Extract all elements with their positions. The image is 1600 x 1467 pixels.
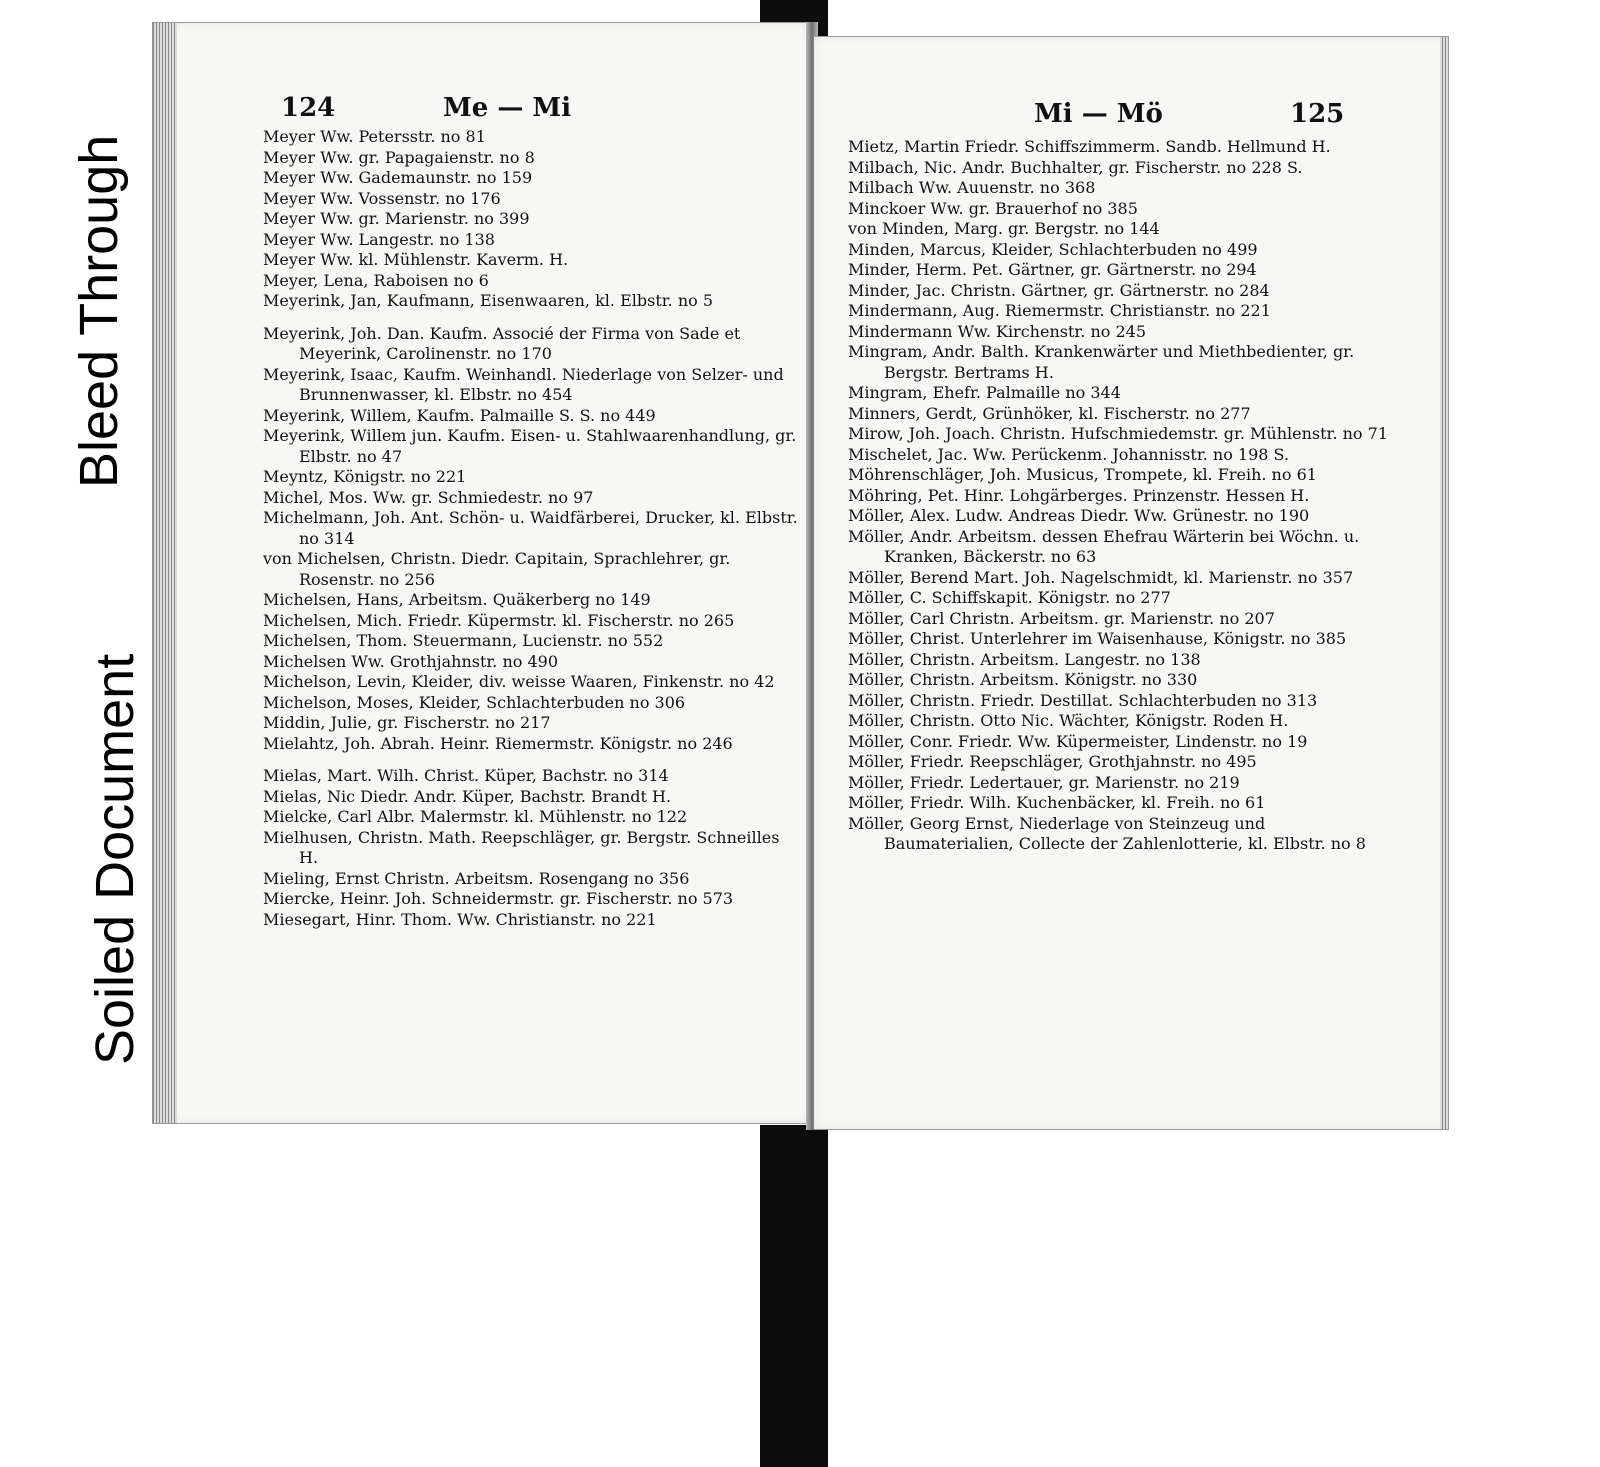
directory-entry: Möller, Conr. Friedr. Ww. Küpermeister, Lindenstr. no 19 xyxy=(848,731,1308,751)
directory-entry: Meyer Ww. Vossenstr. no 176 xyxy=(263,188,501,208)
directory-entry: von Minden, Marg. gr. Bergstr. no 144 xyxy=(848,219,1160,238)
directory-entry: Möller, Georg Ernst, Niederlage von Steinzeug und Baumaterialien, Collecte der Zahlenlotterie, kl. Elbstr. no 8 xyxy=(848,813,1366,853)
right-running-head: Mi — Mö xyxy=(1034,99,1163,129)
directory-entry: Mingram, Ehefr. Palmaille no 344 xyxy=(848,383,1121,402)
soiled-document-label: Soiled Document xyxy=(85,653,145,1065)
directory-entry: Meyerink, Willem jun. Kaufm. Eisen- u. Stahlwaarenhandlung, gr. Elbstr. no 47 xyxy=(263,426,797,466)
left-page xyxy=(152,22,809,1124)
directory-entry: Minckoer Ww. gr. Brauerhof no 385 xyxy=(848,198,1138,218)
directory-entry: Milbach, Nic. Andr. Buchhalter, gr. Fischerstr. no 228 S. xyxy=(848,157,1303,177)
directory-entry: Michelmann, Joh. Ant. Schön- u. Waidfärberei, Drucker, kl. Elbstr. no 314 xyxy=(263,508,798,548)
directory-entry: Meyer Ww. Langestr. no 138 xyxy=(263,229,495,249)
right-page-number: 125 xyxy=(1290,99,1345,129)
directory-entry: Michelsen, Mich. Friedr. Küpermstr. kl. Fischerstr. no 265 xyxy=(263,610,735,630)
directory-entry: Michel, Mos. Ww. gr. Schmiedestr. no 97 xyxy=(263,487,594,507)
directory-entry: Michelsen Ww. Grothjahnstr. no 490 xyxy=(263,651,559,671)
directory-entry: Möller, Christn. Friedr. Destillat. Schlachterbuden no 313 xyxy=(848,690,1318,710)
directory-entry: Möhring, Pet. Hinr. Lohgärberges. Prinzenstr. Hessen H. xyxy=(848,485,1310,505)
directory-entry: Möller, C. Schiffskapit. Königstr. no 277 xyxy=(848,588,1171,607)
directory-entry: Mischelet, Jac. Ww. Perückenm. Johannisstr. no 198 S. xyxy=(848,444,1290,464)
left-entry-list xyxy=(263,127,803,930)
directory-entry: Meyer, Lena, Raboisen no 6 xyxy=(263,270,489,290)
left-running-head: Me — Mi xyxy=(443,93,572,123)
left-page-number: 124 xyxy=(281,93,336,123)
directory-entry: Minners, Gerdt, Grünhöker, kl. Fischerstr. no 277 xyxy=(848,403,1251,423)
directory-entry: Milbach Ww. Auuenstr. no 368 xyxy=(848,178,1096,197)
directory-entry: Meyntz, Königstr. no 221 xyxy=(263,467,467,486)
directory-entry: Möller, Alex. Ludw. Andreas Diedr. Ww. Grünestr. no 190 xyxy=(848,506,1310,525)
directory-entry: Meyer Ww. kl. Mühlenstr. Kaverm. H. xyxy=(263,250,569,269)
directory-entry: Mielhusen, Christn. Math. Reepschläger, gr. Bergstr. Schneilles H. xyxy=(263,827,780,867)
directory-entry: Meyerink, Isaac, Kaufm. Weinhandl. Niederlage von Selzer- und Brunnenwasser, kl. Elbstr. no 454 xyxy=(263,364,784,404)
directory-entry: Möller, Friedr. Reepschläger, Grothjahnstr. no 495 xyxy=(848,752,1257,771)
directory-entry: Möller, Christ. Unterlehrer im Waisenhause, Königstr. no 385 xyxy=(848,629,1347,648)
directory-entry: Möller, Christn. Otto Nic. Wächter, Königstr. Roden H. xyxy=(848,711,1289,730)
directory-entry: Mielcke, Carl Albr. Malermstr. kl. Mühlenstr. no 122 xyxy=(263,807,688,826)
directory-entry: Möller, Carl Christn. Arbeitsm. gr. Marienstr. no 207 xyxy=(848,608,1275,628)
directory-entry: Möller, Berend Mart. Joh. Nagelschmidt, kl. Marienstr. no 357 xyxy=(848,567,1354,587)
directory-entry: Meyer Ww. Gademaunstr. no 159 xyxy=(263,168,533,187)
directory-entry: Mietz, Martin Friedr. Schiffszimmerm. Sandb. Hellmund H. xyxy=(848,137,1331,156)
directory-entry: Mingram, Andr. Balth. Krankenwärter und Miethbedienter, gr. Bergstr. Bertrams H. xyxy=(848,342,1355,382)
directory-entry: Mielas, Mart. Wilh. Christ. Küper, Bachstr. no 314 xyxy=(263,766,669,785)
directory-entry: Michelson, Moses, Kleider, Schlachterbuden no 306 xyxy=(263,692,686,712)
directory-entry: Möller, Christn. Arbeitsm. Langestr. no 138 xyxy=(848,649,1201,669)
directory-entry: Miercke, Heinr. Joh. Schneidermstr. gr. Fischerstr. no 573 xyxy=(263,889,734,908)
directory-entry: Meyerink, Joh. Dan. Kaufm. Associé der Firma von Sade et Meyerink, Carolinenstr. no 170 xyxy=(263,323,741,363)
directory-entry: Minden, Marcus, Kleider, Schlachterbuden no 499 xyxy=(848,239,1258,259)
directory-entry: Mindermann Ww. Kirchenstr. no 245 xyxy=(848,321,1147,341)
scanner-bar-bottom xyxy=(760,1125,828,1467)
open-book xyxy=(152,22,1454,1130)
directory-entry: von Michelsen, Christn. Diedr. Capitain, Sprachlehrer, gr. Rosenstr. no 256 xyxy=(263,549,731,589)
directory-entry: Michelsen, Thom. Steuermann, Lucienstr. no 552 xyxy=(263,631,664,650)
directory-entry: Mieling, Ernst Christn. Arbeitsm. Rosengang no 356 xyxy=(263,868,690,888)
right-page xyxy=(814,36,1449,1130)
directory-entry: Möller, Christn. Arbeitsm. Königstr. no 330 xyxy=(848,670,1198,689)
directory-entry: Möller, Andr. Arbeitsm. dessen Ehefrau Wärterin bei Wöchn. u. Kranken, Bäckerstr. no 63 xyxy=(848,526,1360,566)
directory-entry: Middin, Julie, gr. Fischerstr. no 217 xyxy=(263,713,551,732)
directory-entry: Möller, Friedr. Ledertauer, gr. Marienstr. no 219 xyxy=(848,772,1240,792)
directory-entry: Mindermann, Aug. Riemermstr. Christianstr. no 221 xyxy=(848,301,1271,320)
directory-entry: Mielahtz, Joh. Abrah. Heinr. Riemermstr. Königstr. no 246 xyxy=(263,733,733,753)
directory-entry: Möller, Friedr. Wilh. Kuchenbäcker, kl. Freih. no 61 xyxy=(848,793,1266,812)
directory-entry: Miesegart, Hinr. Thom. Ww. Christianstr. no 221 xyxy=(263,909,657,929)
right-entry-list xyxy=(848,137,1388,855)
directory-entry: Michelsen, Hans, Arbeitsm. Quäkerberg no 149 xyxy=(263,590,651,609)
directory-entry: Mirow, Joh. Joach. Christn. Hufschmiedemstr. gr. Mühlenstr. no 71 xyxy=(848,424,1388,443)
directory-entry: Meyerink, Willem, Kaufm. Palmaille S. S. no 449 xyxy=(263,405,656,425)
directory-entry: Meyer Ww. Petersstr. no 81 xyxy=(263,127,486,146)
directory-entry: Minder, Herm. Pet. Gärtner, gr. Gärtnerstr. no 294 xyxy=(848,260,1257,279)
directory-entry: Meyer Ww. gr. Papagaienstr. no 8 xyxy=(263,147,535,167)
directory-entry: Möhrenschläger, Joh. Musicus, Trompete, kl. Freih. no 61 xyxy=(848,465,1317,484)
bleed-through-label: Bleed Through xyxy=(69,134,129,488)
directory-entry: Meyer Ww. gr. Marienstr. no 399 xyxy=(263,209,530,228)
directory-entry: Mielas, Nic Diedr. Andr. Küper, Bachstr. Brandt H. xyxy=(263,786,672,806)
directory-entry: Minder, Jac. Christn. Gärtner, gr. Gärtnerstr. no 284 xyxy=(848,280,1270,300)
directory-entry: Michelson, Levin, Kleider, div. weisse Waaren, Finkenstr. no 42 xyxy=(263,672,775,691)
directory-entry: Meyerink, Jan, Kaufmann, Eisenwaaren, kl. Elbstr. no 5 xyxy=(263,291,714,310)
